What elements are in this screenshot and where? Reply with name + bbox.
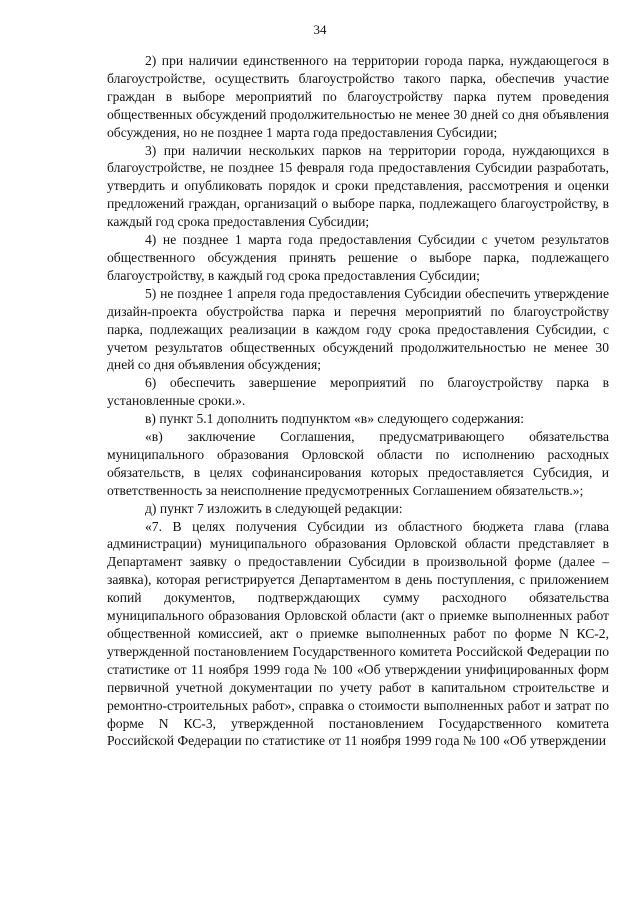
page-number: 34 bbox=[313, 22, 327, 37]
document-body bbox=[107, 52, 609, 750]
paragraph-item-2: 2) при наличии единственного на территории города парка, нуждающегося в благоустройстве, осуществить благоустройство такого парка, обеспечив участие граждан в выборе мероприятий по благоустройству парка путем проведения общественных обсуждений продолжительностью не менее 30 дней со дня объявления обсуждения, но не позднее 1 марта года предоставления Субсидии; bbox=[107, 53, 609, 140]
paragraph-item-5: 5) не позднее 1 апреля года предоставления Субсидии обеспечить утверждение дизайн-проекта обустройства парка и перечня мероприятий по благоустройству парка, подлежащих реализации в каждом году срока предоставления Субсидии, с учетом результатов общественных обсуждений продолжительностью не менее 30 дней со дня объявления обсуждения; bbox=[107, 285, 609, 373]
paragraph-item-6: 6) обеспечить завершение мероприятий по благоустройству парка в установленные сроки.». bbox=[107, 375, 609, 409]
paragraph-amendment-v: в) пункт 5.1 дополнить подпунктом «в» следующего содержания: bbox=[145, 411, 525, 427]
paragraph-subpoint-v-text: «в) заключение Соглашения, предусматривающего обязательства муниципального образования Орловской области по исполнению расходных обязательств, в целях софинансирования которых предоставляется Субсидия, и ответственность за неисполнение предусмотренных Соглашением обязательств.»; bbox=[107, 429, 609, 498]
paragraph-point-7-text: «7. В целях получения Субсидии из областного бюджета глава (глава администрации) муниципального образования Орловской области представляет в Департамент заявку о предоставлении Субсидии в произвольной форме (далее – заявка), которая регистрируется Департаментом в день поступления, с приложением копий документов, подтверждающих сумму расходного обязательства муниципального образования Орловской области (акт о приемке выполненных работ общественной комиссией, акт о приемке выполненных работ по форме N КС-2, утвержденной постановлением Государственного комитета Российской Федерации по статистике от 11 ноября 1999 года № 100 «Об утверждении унифицированных форм первичной учетной документации по учету работ в капитальном строительстве и ремонтно-строительных работ», справка о стоимости выполненных работ и затрат по форме N КС-3, утвержденной постановлением Государственного комитета Российской Федерации по статистике от 11 ноября 1999 года № 100 «Об утверждении bbox=[107, 518, 609, 749]
paragraph-item-3: 3) при наличии нескольких парков на территории города, нуждающихся в благоустройстве, не позднее 15 февраля года предоставления Субсидии разработать, утвердить и опубликовать порядок и сроки представления, рассмотрения и оценки предложений граждан, организаций о выборе парка, подлежащего благоустройству, в каждый год срока предоставления Субсидии; bbox=[107, 142, 609, 230]
paragraph-item-4: 4) не позднее 1 марта года предоставления Субсидии с учетом результатов общественного обсуждения принять решение о выборе парка, подлежащего благоустройству, в каждый год срока предоставления Субсидии; bbox=[107, 232, 609, 283]
paragraph-amendment-d: д) пункт 7 изложить в следующей редакции: bbox=[145, 500, 403, 516]
